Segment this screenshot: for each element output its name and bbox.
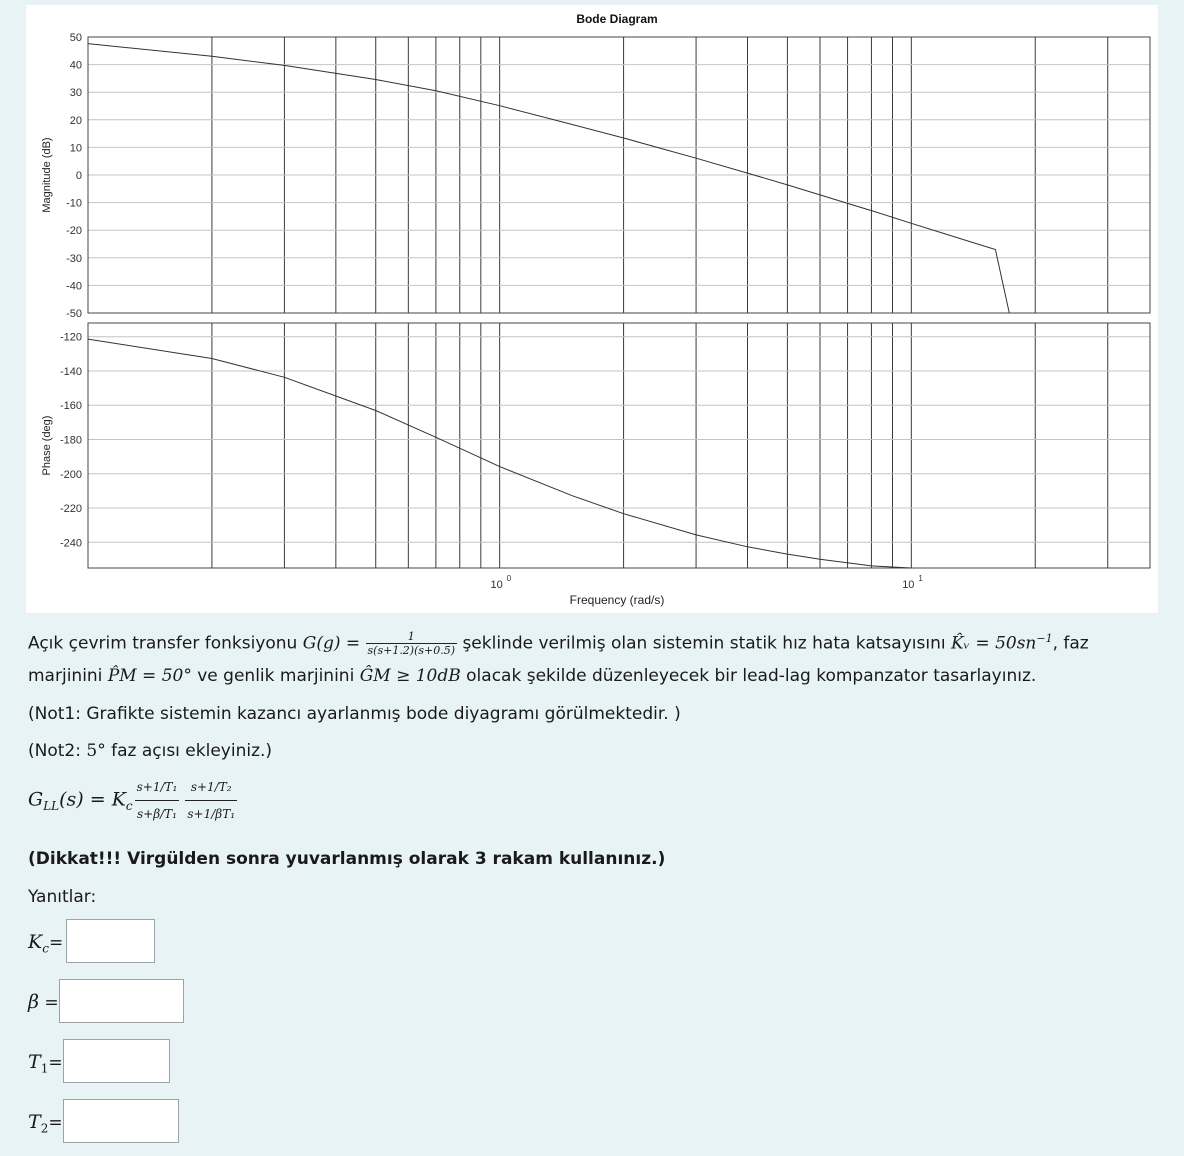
lead-fraction [135, 774, 180, 827]
answers-label: Yanıtlar: [28, 887, 97, 907]
phase-ylabel: Phase (deg) [41, 415, 53, 476]
gll-subscript: LL [43, 798, 60, 813]
phase-ytick-label: -160 [59, 400, 82, 413]
note-1: (Not1: Grafikte sistemin kazancı ayarlanmış bode diyagramı görülmektedir. ) [28, 704, 681, 724]
magnitude-ytick-label: 10 [69, 142, 82, 155]
question-middle: şeklinde verilmiş olan sistemin statik hız hata katsayısını [457, 633, 951, 654]
lead-denominator: s+β/T₁ [135, 800, 180, 827]
xtick-exponent: 0 [506, 574, 512, 583]
gm-intro: ve genlik marjinini [191, 666, 360, 686]
phase-ytick-label: -180 [59, 434, 82, 447]
note2-degrees: 5° [86, 741, 106, 761]
t2-equals: = [48, 1113, 63, 1133]
note2-end: faz açısı ekleyiniz.) [105, 741, 273, 761]
gm-expression: ĜM ≥ 10dB [359, 666, 461, 686]
gll-kc-subscript: c [125, 798, 133, 813]
g-numerator: 1 [407, 630, 415, 644]
pm-expression: P̂M = 50° [107, 666, 192, 686]
lag-fraction [185, 774, 237, 827]
phase-ytick-label: -120 [59, 331, 82, 344]
lag-denominator: s+1/βT₁ [185, 800, 237, 827]
gll-formula [28, 774, 237, 827]
t1-subscript: 1 [40, 1061, 49, 1076]
magnitude-ytick-label: 50 [69, 32, 82, 44]
pm-intro: marjinini [28, 666, 108, 686]
lead-numerator: s+1/T₁ [136, 780, 178, 794]
phase-ytick-label: -140 [59, 365, 82, 378]
magnitude-ytick-label: -10 [66, 197, 82, 210]
beta-equals: = [38, 993, 59, 1013]
magnitude-ytick-label: 30 [69, 87, 82, 100]
bode-chart [26, 5, 1158, 613]
magnitude-ytick-label: 0 [75, 170, 82, 182]
kv-exponent: −1 [1036, 632, 1053, 645]
lag-numerator: s+1/T₂ [190, 780, 232, 794]
task-text: olacak şekilde düzenleyecek bir lead-lag kompanzator tasarlayınız. [460, 666, 1037, 686]
kc-input[interactable] [66, 919, 155, 963]
magnitude-ytick-label: 40 [69, 59, 82, 72]
t2-input[interactable] [63, 1099, 179, 1143]
chart-xlabel: Frequency (rad/s) [569, 593, 665, 607]
kc-symbol: K [28, 931, 43, 953]
gll-kc: (s) = K [59, 788, 126, 811]
t1-symbol: T [28, 1051, 41, 1073]
phase-ytick-label: -240 [59, 537, 82, 550]
question-intro: Açık çevrim transfer fonksiyonu [28, 633, 303, 654]
note2-start: (Not2: [28, 741, 87, 761]
bode-diagram-panel [26, 5, 1158, 613]
kc-equals: = [48, 933, 64, 953]
phase-ytick-label: -200 [59, 468, 82, 481]
xtick-label: 10 [490, 579, 503, 591]
note-2 [28, 740, 272, 762]
kv-expression: K̂ᵥ = 50sn [950, 633, 1037, 654]
chart-title: Bode Diagram [576, 12, 658, 26]
magnitude-ytick-label: -40 [66, 280, 82, 293]
phase-ytick-label: -220 [59, 503, 82, 516]
t1-equals: = [48, 1053, 63, 1073]
g-expression: G(g) = [302, 633, 366, 654]
question-line1-end: , faz [1052, 633, 1089, 654]
kc-label [28, 931, 63, 955]
phase-axes-frame [88, 323, 1150, 568]
kc-subscript: c [42, 941, 49, 956]
magnitude-ytick-label: -50 [66, 308, 82, 320]
rounding-warning: (Dikkat!!! Virgülden sonra yuvarlanmış olarak 3 rakam kullanınız.) [28, 849, 666, 869]
beta-input[interactable] [59, 979, 184, 1023]
magnitude-ytick-label: -20 [66, 225, 82, 238]
question-line-2 [28, 665, 1036, 687]
t2-subscript: 2 [40, 1121, 49, 1136]
beta-symbol: β [28, 991, 39, 1013]
magnitude-ytick-label: -30 [66, 252, 82, 265]
t1-input[interactable] [63, 1039, 170, 1083]
t2-symbol: T [28, 1111, 41, 1133]
question-line-1 [28, 628, 1089, 657]
xtick-label: 10 [902, 579, 915, 591]
t1-label [28, 1051, 63, 1075]
gll-symbol: G [28, 788, 44, 811]
magnitude-ylabel: Magnitude (dB) [41, 137, 53, 213]
beta-label [28, 991, 59, 1013]
magnitude-ytick-label: 20 [69, 114, 82, 127]
g-fraction [366, 630, 458, 657]
xtick-exponent: 1 [918, 574, 923, 583]
g-denominator: s(s+1.2)(s+0.5) [367, 644, 456, 658]
t2-label [28, 1111, 63, 1135]
